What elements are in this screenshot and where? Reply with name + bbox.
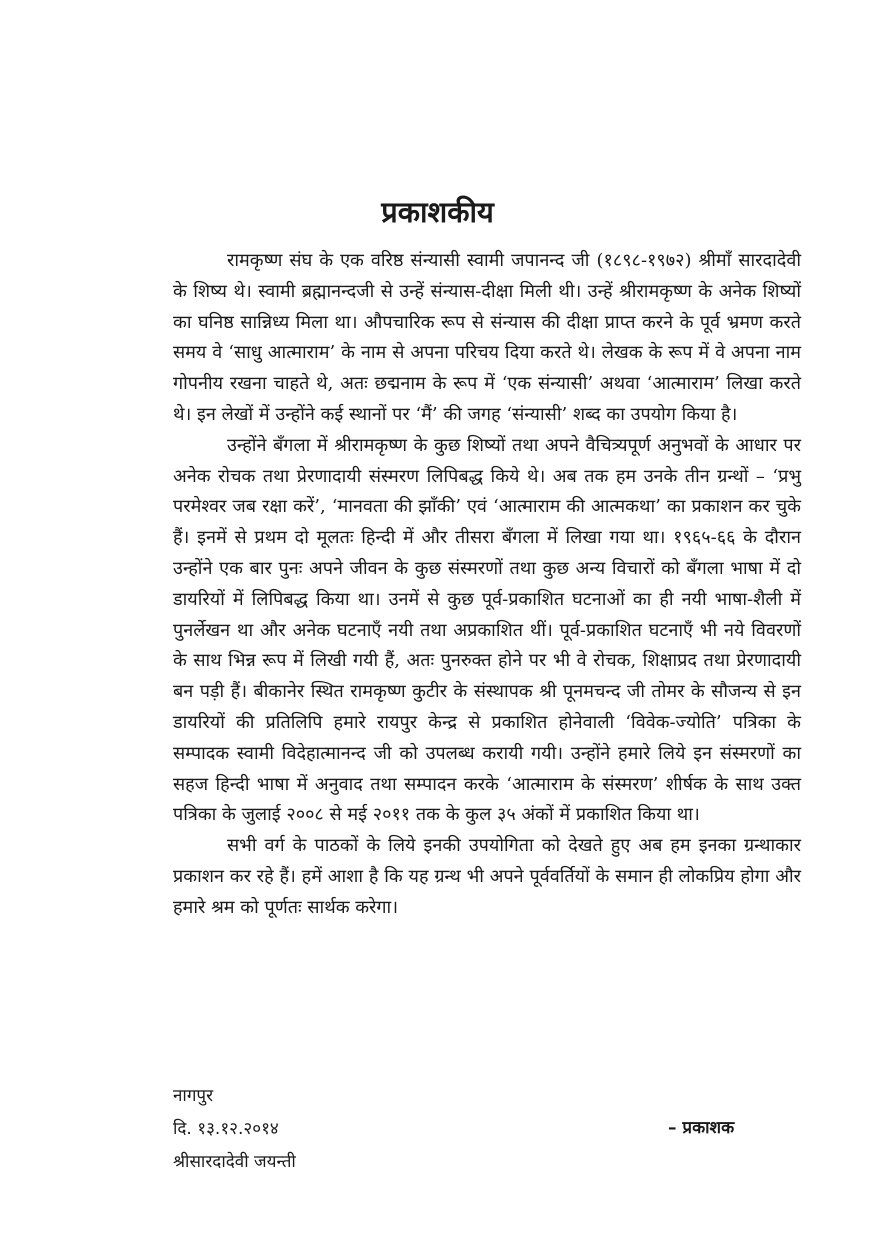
paragraph-1: रामकृष्ण संघ के एक वरिष्ठ संन्यासी स्वामी जपानन्द जी (१८९८-१९७२) श्रीमाँ सारदादेवी के शिष्य थे। स्वामी ब्रह्मानन्दजी से उन्हें संन्यास-दीक्षा मिली थी। उन्हें श्रीरामकृष्ण के अनेक शिष्यों का घनिष्ठ सान्निध्य मिला था। औपचारिक रूप से संन्यास की दीक्षा प्राप्त करने के पूर्व भ्रमण करते समय वे ‘साधु आत्माराम’ के नाम से अपना परिचय दिया करते थे। लेखक के रूप में वे अपना नाम गोपनीय रखना चाहते थे, अतः छद्मनाम के रूप में ‘एक संन्यासी’ अथवा ‘आत्माराम’ लिखा करते थे। इन लेखों में उन्होंने कई स्थानों पर ‘मैं’ की जगह ‘संन्यासी’ शब्द का उपयोग किया है।: [173, 250, 801, 425]
footer-place: नागपुर: [173, 1086, 214, 1106]
body-text: [173, 246, 801, 924]
paragraph-3: सभी वर्ग के पाठकों के लिये इनकी उपयोगिता को देखते हुए अब हम इनका ग्रन्थाकार प्रकाशन कर रहे हैं। हमें आशा है कि यह ग्रन्थ भी अपने पूर्ववर्तियों के समान ही लोकप्रिय होगा और हमारे श्रम को पूर्णतः सार्थक करेगा।: [173, 835, 801, 918]
publisher-signature: – प्रकाशक: [668, 1118, 735, 1138]
page-title: प्रकाशकीय: [381, 195, 494, 229]
footer-occasion: श्रीसारदादेवी जयन्ती: [173, 1152, 296, 1172]
paragraph-2: उन्होंने बँगला में श्रीरामकृष्ण के कुछ शिष्यों तथा अपने वैचित्र्यपूर्ण अनुभवों के आधार पर अनेक रोचक तथा प्रेरणादायी संस्मरण लिपिबद्ध किये थे। अब तक हम उनके तीन ग्रन्थों – ‘प्रभु परमेश्वर जब रक्षा करें’, ‘मानवता की झाँकी’ एवं ‘आत्माराम की आत्मकथा’ का प्रकाशन कर चुके हैं। इनमें से प्रथम दो मूलतः हिन्दी में और तीसरा बँगला में लिखा गया था। १९६५-६६ के दौरान उन्होंने एक बार पुनः अपने जीवन के कुछ संस्मरणों तथा कुछ अन्य विचारों को बँगला भाषा में दो डायरियों में लिपिबद्ध किया था। उनमें से कुछ पूर्व-प्रकाशित घटनाओं का ही नयी भाषा-शैली में पुनर्लेखन था और अनेक घटनाएँ नयी तथा अप्रकाशित थीं। पूर्व-प्रकाशित घटनाएँ भी नये विवरणों के साथ भिन्न रूप में लिखी गयी हैं, अतः पुनरुक्त होने पर भी वे रोचक, शिक्षाप्रद तथा प्रेरणादायी बन पड़ी हैं। बीकानेर स्थित रामकृष्ण कुटीर के संस्थापक श्री पूनमचन्द जी तोमर के सौजन्य से इन डायरियों की प्रतिलिपि हमारे रायपुर केन्द्र से प्रकाशित होनेवाली ‘विवेक-ज्योति’ पत्रिका के सम्पादक स्वामी विदेहात्मानन्द जी को उपलब्ध करायी गयी। उन्होंने हमारे लिये इन संस्मरणों का सहज हिन्दी भाषा में अनुवाद तथा सम्पादन करके ‘आत्माराम के संस्मरण’ शीर्षक के साथ उक्त पत्रिका के जुलाई २००८ से मई २०११ तक के कुल ३५ अंकों में प्रकाशित किया था।: [173, 434, 801, 826]
footer-date: दि. १३.१२.२०१४: [173, 1119, 279, 1139]
